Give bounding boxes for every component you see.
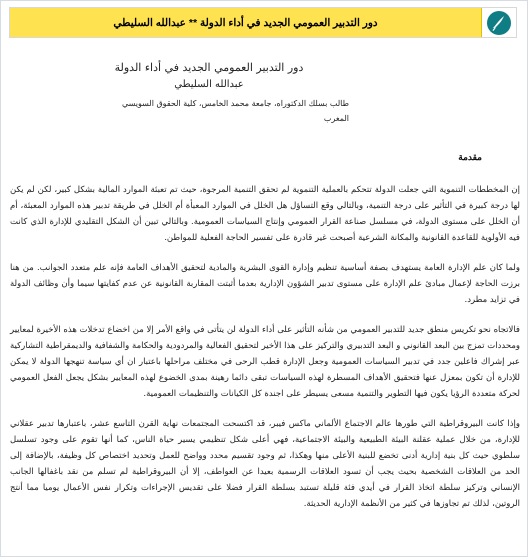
paragraph: فالاتجاه نحو تكريس منطق جديد للتدبير العمومي من شأنه التأثير على أداء الدولة لن يتأتى في واقع الأمر إلا من اخضاع تدخلات هذه الأخيرة لمعايير ومحددات تمزج بين البعد القانوني و البعد التدبيري والتركيز على هذا الأخير لتحقيق الفعالية والمردودية والحكامة والشفافية والديمقراطية التشاركية عبر إشراك فاعلين جدد في تدبير السياسات العمومية وجعل الإدارة قطب الرحى في مختلف مراحلها باعتبار ان أي سياسة تنهجها الدولة لا يمكن للإدارة أن تكون بمعزل عنها فتحقيق الأهداف المسطرة لهذه السياسات تبقى دائما رهينة بمدى الخضوع لهذه المعايير بشكل يجعل الفعل العمومي لحركة متعددة الرؤيا يكون فيها التطوير والتنمية مسعى يسيطر على اجندة كل الكيانات والتنظيمات العمومية. — [10, 325, 520, 399]
header-title-strip — [10, 8, 482, 37]
document-body — [10, 182, 520, 512]
document-title: دور التدبير العمومي الجديد في أداء الدولة — [114, 61, 304, 74]
quill-logo-icon — [485, 9, 513, 37]
document-meta — [69, 60, 349, 126]
author-name: عبدالله السليطي — [174, 79, 244, 90]
document-header-banner — [9, 7, 517, 38]
author-country: المغرب — [323, 114, 349, 123]
paragraph: وإذا كانت البيروقراطية التي طورها عالم الاجتماع الألماني ماكس فيبر، قد اكتسحت المجتمعات نهاية القرن التاسع عشر، باعتبارها تدبير عقلاني للإدارة، من خلال عملية عقلنة البيئة الطبيعية والبيئة الاجتماعية، فهي أعلى شكل تنظيمي يسير حياة الناس، كما أنها تقوم على وجود تسلسل سلطوي حيث كل بنية إدارية أدنى تخضع للبنية الأعلى منها وهكذا، ثم وجود تقسيم محدد وواضح للعمل وتحديد اختصاص كل وظيفة، بالإضافة إلى الحد من العلاقات الشخصية بحيث يجب أن تسود العلاقات الرسمية بعيدا عن العواطف، إلا أن البيروقراطية لم تسلم من نقد باغفالها الجانب الإنساني وتركيز سلطة اتخاذ القرار في أيدي فئة قليلة تستبد بسلطة القرار فضلا على تقديس الإجراءات وتكرار نفس الأعمال يوميا مما أنتج الروتين، لذلك تم تجاوزها في كثير من الأنظمة الإدارية الحديثة. — [10, 419, 520, 509]
section-heading: مقدمة — [458, 153, 482, 163]
header-title: دور التدبير العمومي الجديد في أداء الدولة ** عبدالله السليطي — [113, 16, 378, 29]
author-affiliation: طالب بسلك الدكتوراه، جامعة محمد الخامس، كلية الحقوق السويسي — [121, 99, 349, 108]
paragraph: ولما كان علم الإدارة العامة يستهدف بصفة أساسية تنظيم وإدارة القوى البشرية والمادية لتحقيق الأهداف العامة فإنه علم متعدد الجوانب. من هنا برزت الحاجة لإعمال مبادئ علم الإدارة على مستوى تدبير الشؤون الإدارية بعدما أثبتت المقاربة القانونية عن عدم كفايتها سيما وأن وظائف الدولة في تزايد مطرد. — [10, 263, 520, 305]
paragraph: إن المخططات التنموية التي جعلت الدولة تتحكم بالعملية التنموية لم تحقق التنمية المرجوة، حيث تم تعبئة الموارد المالية بشكل كبير، لكن لم يكن لها درجة كبيرة في التأثير على درجة التنمية، وبالتالي وقع التساؤل هل الخلل في الموارد المعبأة أم الخلل في طريقة تدبير هذه الموارد المعبئة، أم أن الخلل على مستوى الدولة، في مسلسل صناعة القرار العمومي وإنتاج السياسات العمومية. وبالتالي تبين أن الشكل التقليدي للإدارة الذي كانت فيه الأولوية للقاعدة القانونية والمكانة الشرعية أصبحت غير قادرة على تفسير الحاجة الفعلية للمواطن. — [10, 185, 520, 243]
